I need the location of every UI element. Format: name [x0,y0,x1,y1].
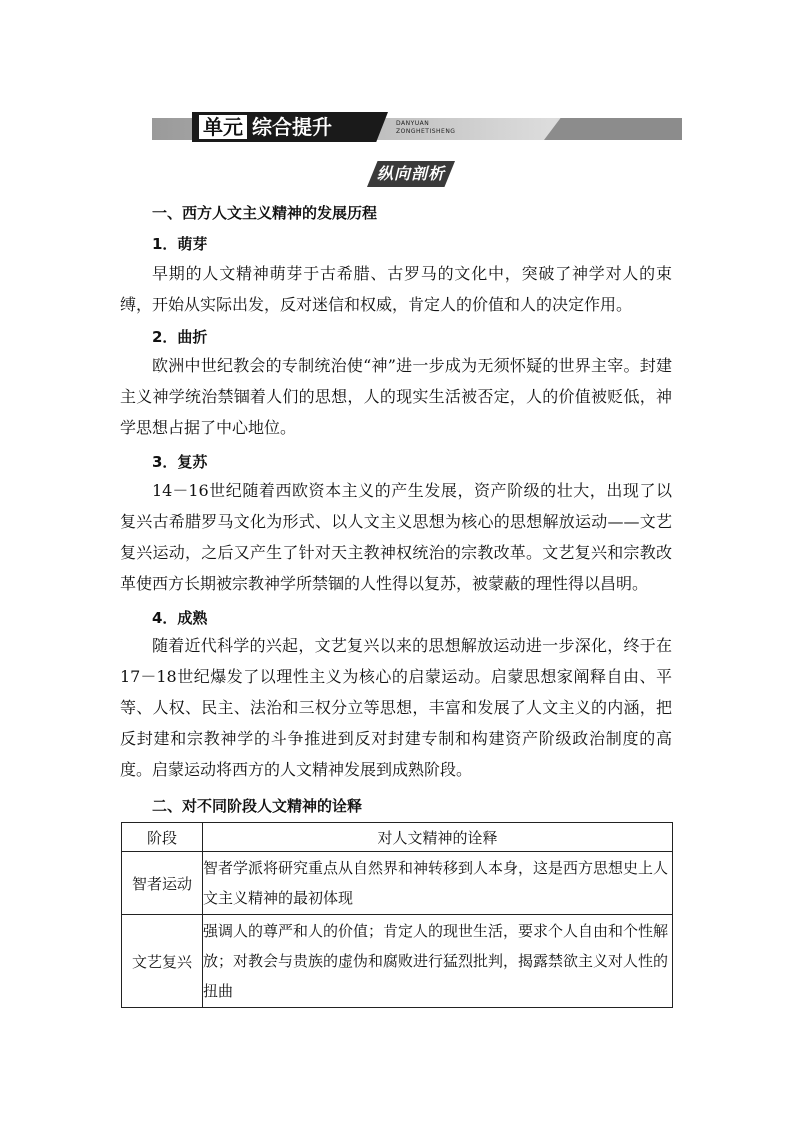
table-header-stage: 阶段 [122,823,203,852]
table-cell-stage: 智者运动 [122,852,203,915]
table-header-interpretation: 对人文精神的诠释 [203,823,673,852]
table-cell-desc: 智者学派将研究重点从自然界和神转移到人本身，这是西方思想史上人文主义精神的最初体现 [203,852,673,915]
table-row [122,852,673,915]
item1-title: 1．萌芽 [152,235,208,253]
table-row [122,915,673,1008]
unit-banner [152,112,682,142]
item1-text: 早期的人文精神萌芽于古希腊、古罗马的文化中，突破了神学对人的束缚，开始从实际出发，反对迷信和权威，肯定人的价值和人的决定作用。 [120,264,672,314]
interpretation-table [121,822,673,1008]
table-cell-desc: 强调人的尊严和人的价值；肯定人的现世生活，要求个人自由和个性解放；对教会与贵族的虚伪和腐败进行猛烈批判，揭露禁欲主义对人性的扭曲 [203,915,673,1008]
section-tag [367,161,455,187]
banner-pinyin-line1: DANYUAN [396,120,430,127]
item4-title: 4．成熟 [152,609,208,627]
banner-pinyin [396,120,455,136]
item4-text: 随着近代科学的兴起，文艺复兴以来的思想解放运动进一步深化，终于在17－18世纪爆发了以理性主义为核心的启蒙运动。启蒙思想家阐释自由、平等、人权、民主、法治和三权分立等思想，丰富和发展了人文主义的内涵，把反封建和宗教神学的斗争推进到反对封建专制和构建资产阶级政治制度的高度。启蒙运动将西方的人文精神发展到成熟阶段。 [120,636,672,779]
banner-wedge [544,118,682,140]
table-header-row [122,823,673,852]
banner-pinyin-line2: ZONGHETISHENG [396,128,456,135]
section1-heading: 一、西方人文主义精神的发展历程 [152,204,378,222]
item3-title: 3．复苏 [152,453,208,471]
section2-heading: 二、对不同阶段人文精神的诠释 [152,797,363,815]
banner-title-part2: 综合提升 [252,115,332,139]
item3-text: 14－16世纪随着西欧资本主义的产生发展，资产阶级的壮大，出现了以复兴古希腊罗马文化为形式、以人文主义思想为核心的思想解放运动——文艺复兴运动，之后又产生了针对天主教神权统治的宗教改革。文艺复兴和宗教改革使西方长期被宗教神学所禁锢的人性得以复苏，被蒙蔽的理性得以昌明。 [120,481,672,593]
item2-title: 2．曲折 [152,328,208,346]
section-tag-label: 纵向剖析 [376,164,445,183]
item2-text: 欧洲中世纪教会的专制统治使“神”进一步成为无须怀疑的世界主宰。封建主义神学统治禁锢着人们的思想，人的现实生活被否定，人的价值被贬低，神学思想占据了中心地位。 [120,356,672,437]
table-cell-stage: 文艺复兴 [122,915,203,1008]
banner-title-part1: 单元 [199,115,247,139]
